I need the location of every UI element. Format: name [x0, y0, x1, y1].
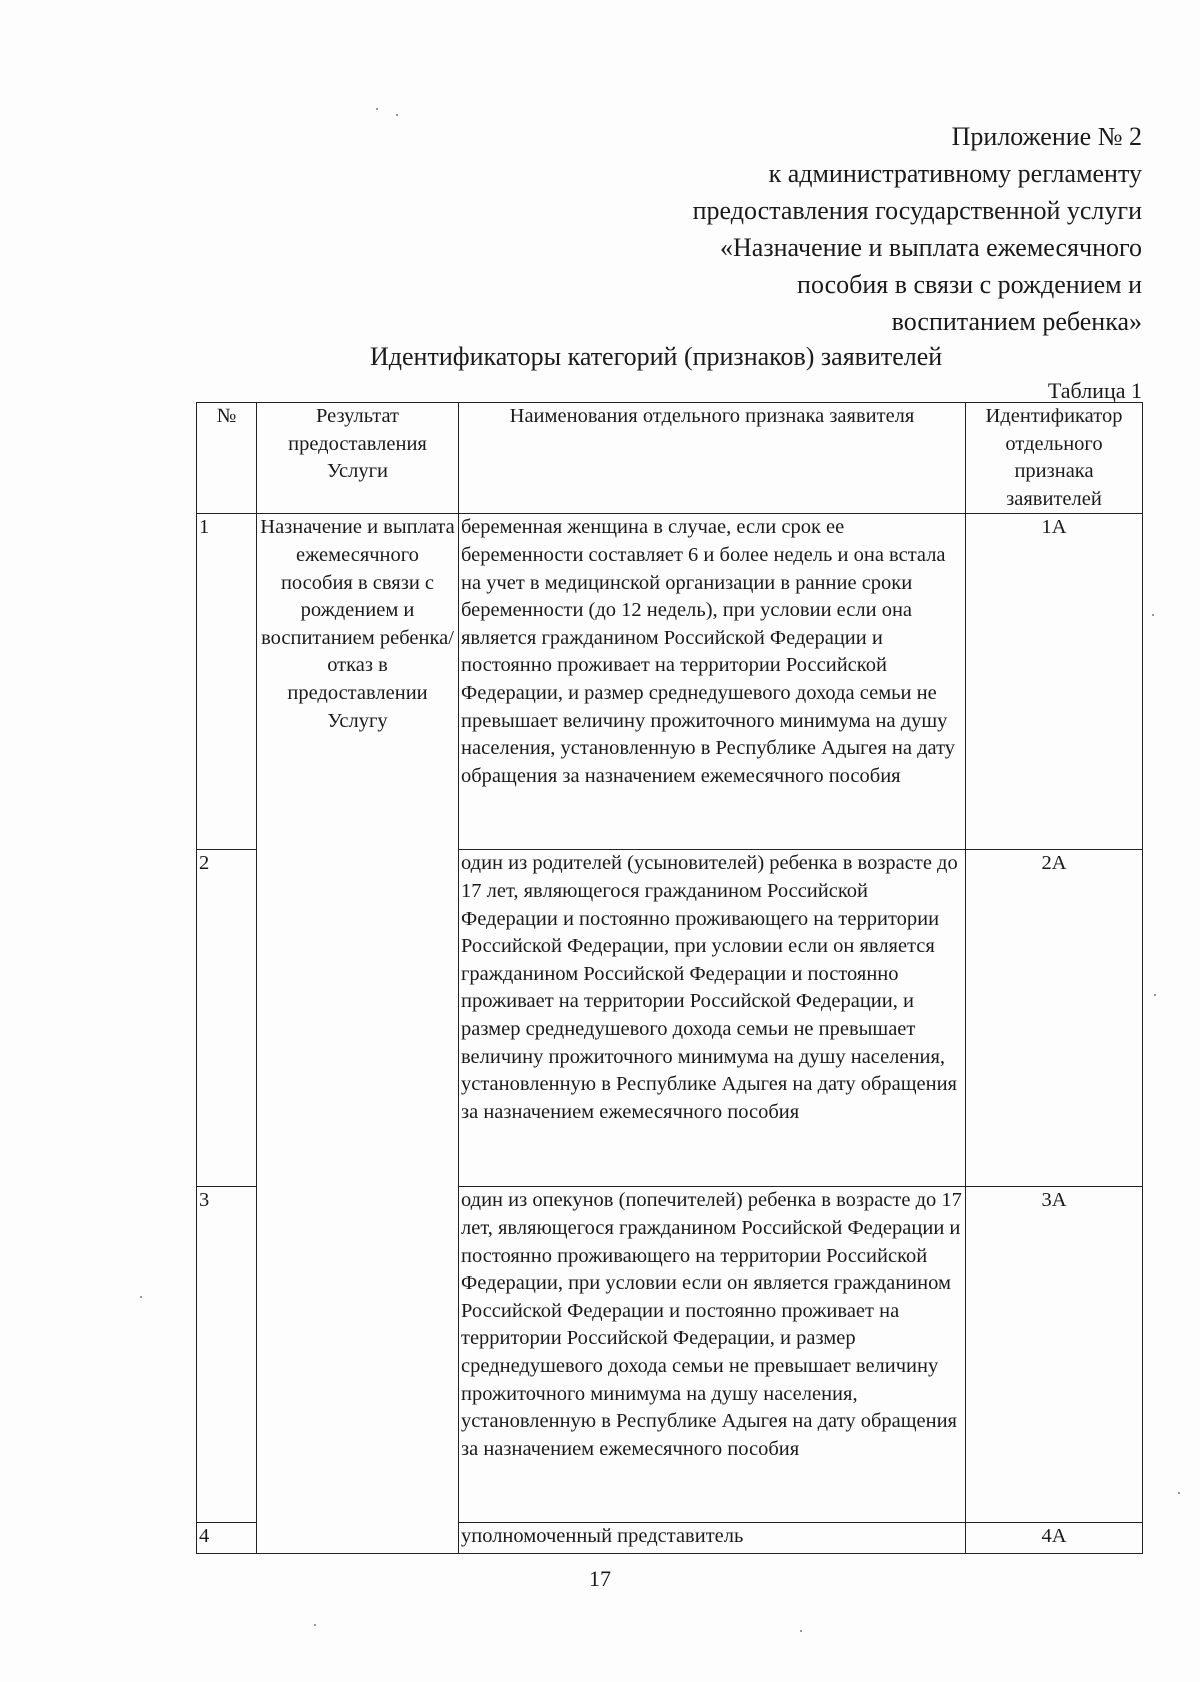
row-number: 1 — [197, 514, 257, 850]
appendix-header — [522, 118, 1142, 340]
row-number: 4 — [197, 1523, 257, 1554]
header-identifier: Идентификатор отдельного признака заявителей — [966, 403, 1143, 514]
appendix-line: Приложение № 2 — [951, 122, 1142, 151]
header-number: № — [197, 403, 257, 514]
row-description: беременная женщина в случае, если срок ее беременности составляет 6 и более недель и она встала на учет в медицинской организации в ранние сроки беременности (до 12 недель), при условии если она является гражданином Российской Федерации и постоянно проживает на территории Российской Федерации, и размер среднедушевого дохода семьи не превышает величину прожиточного минимума на душу населения, установленную в Республике Адыгея на дату обращения за назначением ежемесячного пособия — [459, 514, 966, 850]
scan-speck — [800, 1630, 802, 1632]
page-number: 17 — [589, 1566, 611, 1591]
appendix-line: воспитанием ребенка» — [891, 307, 1142, 336]
scan-speck — [376, 108, 378, 110]
appendix-line: к административному регламенту — [768, 159, 1142, 188]
table-label: Таблица 1 — [1047, 378, 1142, 403]
row-identifier: 2А — [966, 850, 1143, 1187]
scan-speck — [140, 1296, 142, 1298]
scan-speck — [1178, 1492, 1180, 1494]
result-cell: Назначение и выплата ежемесячного пособия в связи с рождением и воспитанием ребенка/отказ в предоставлении Услугу — [257, 514, 459, 1554]
row-description: один из родителей (усыновителей) ребенка в возрасте до 17 лет, являющегося гражданином Российской Федерации и постоянно проживающего на территории Российской Федерации, при условии если он является гражданином Российской Федерации и постоянно проживает на территории Российской Федерации, и размер среднедушевого дохода семьи не превышает величину прожиточного минимума на душу населения, установленную в Республике Адыгея на дату обращения за назначением ежемесячного пособия — [459, 850, 966, 1187]
appendix-line: предоставления государственной услуги — [692, 196, 1142, 225]
row-number: 2 — [197, 850, 257, 1187]
row-identifier: 1А — [966, 514, 1143, 850]
row-number: 3 — [197, 1187, 257, 1523]
row-description: один из опекунов (попечителей) ребенка в возрасте до 17 лет, являющегося гражданином Российской Федерации и постоянно проживающего на территории Российской Федерации, при условии если он является гражданином Российской Федерации и постоянно проживает на территории Российской Федерации, и размер среднедушевого дохода семьи не превышает величину прожиточного минимума на душу населения, установленную в Республике Адыгея на дату обращения за назначением ежемесячного пособия — [459, 1187, 966, 1523]
appendix-line: «Назначение и выплата ежемесячного — [720, 233, 1142, 262]
scan-speck — [314, 1624, 316, 1626]
scan-speck — [1152, 614, 1154, 616]
header-result: Результат предоставления Услуги — [257, 403, 459, 514]
table-row — [197, 514, 1143, 850]
row-identifier: 4А — [966, 1523, 1143, 1554]
document-title: Идентификаторы категорий (признаков) заявителей — [370, 342, 943, 371]
row-description: уполномоченный представитель — [459, 1523, 966, 1554]
scan-speck — [1154, 994, 1156, 996]
scan-speck — [396, 114, 398, 116]
identifiers-table — [196, 402, 1143, 1554]
header-description: Наименования отдельного признака заявителя — [459, 403, 966, 514]
row-identifier: 3А — [966, 1187, 1143, 1523]
table-header-row — [197, 403, 1143, 514]
appendix-line: пособия в связи с рождением и — [797, 270, 1142, 299]
